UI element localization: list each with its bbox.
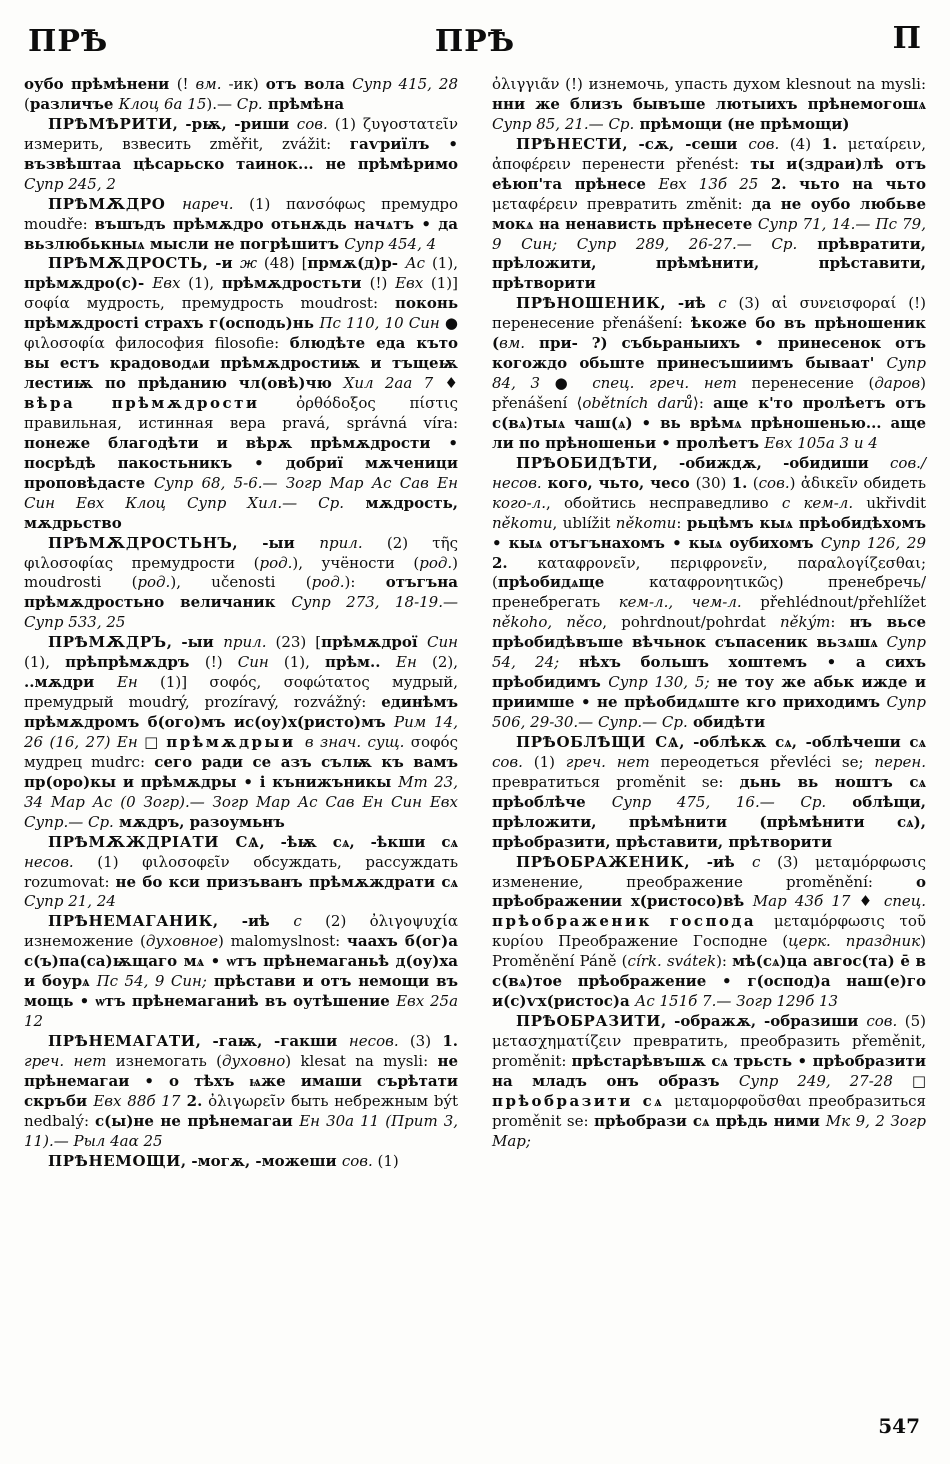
- entry-text-run: ) klesat na mysli:: [285, 1051, 438, 1070]
- entry-text-run: ♦: [850, 892, 884, 911]
- entry-text-run: аще к'то пролѣетъ отъ с(вѧ)тыѧ чаш(ѧ) • вь врѣмѧ прѣношенью... аще ли по прѣношеньи • пролѣетъ: [492, 394, 927, 452]
- entry-text-run: μεταμορφοῦσθαι преобразиться proměnit se:: [492, 1091, 926, 1130]
- entry-text-run: μεταίρειν, ἀποφέρειν перенести přenést:: [492, 134, 926, 173]
- entry-text-run: (1): [372, 1151, 399, 1170]
- running-head-left: ПРѢ: [28, 24, 109, 59]
- entry-text-run: Евх: [395, 274, 424, 293]
- entry-text-run: Евх 105а 3 и 4: [764, 433, 878, 452]
- entry-text-run: отъ вола: [265, 75, 353, 93]
- entry-text-run: ж: [239, 254, 258, 273]
- entry-text-run: прѣстави и отъ немощи въ мощь • ѡтъ прѣнемаганиѣ въ оутѣшение: [24, 972, 459, 1011]
- entry-text-run: , -иѣ: [684, 852, 752, 871]
- dictionary-entry: [492, 454, 926, 733]
- entry-text-run: Ас 151б 7.— Зогр 129б 13: [634, 992, 839, 1011]
- entry-text-run: ὀρθόδοξος πίστις правильная, истинная вера pravá, správná víra:: [24, 394, 458, 432]
- entry-continuation: [24, 75, 458, 115]
- entry-text-run: да не оубо любьве мокѧ на ненависть прѣнесете: [492, 194, 926, 233]
- entry-text-run: ukřivdit: [853, 493, 927, 512]
- entry-text-run: ♦: [433, 374, 458, 393]
- dictionary-entry: [24, 115, 458, 195]
- entry-text-run: 2.: [492, 553, 508, 572]
- dictionary-entry: [24, 912, 458, 1032]
- entry-text-run: оубо прѣмѣнени: [24, 75, 177, 93]
- entry-text-run: , обойтись несправедливо: [546, 493, 782, 512]
- entry-text-run: , -и: [202, 254, 240, 273]
- entry-text-run: Евх 88б 17: [93, 1091, 181, 1110]
- column-right: [492, 75, 926, 1405]
- column-left: [24, 75, 458, 1405]
- running-head: [0, 0, 950, 59]
- entry-text-run: прѣобрази сѧ прѣдь ними: [594, 1111, 826, 1130]
- entry-text-run: род.: [137, 573, 171, 592]
- entry-text-run: Супр 54, 24;: [492, 633, 926, 672]
- entry-text-run: духовное: [145, 932, 219, 951]
- entry-text-run: сов.: [341, 1151, 373, 1170]
- entry-text-run: Пс 110, 10 Син: [319, 314, 440, 333]
- entry-text-run: μεταμόρφωσις τοῦ κυρίου Преображение Господне (: [492, 912, 926, 951]
- entry-text-run: о прѣображении х(ристосо)вѣ: [492, 872, 926, 911]
- entry-text-run: přehlédnout/přehlížet: [741, 593, 926, 612]
- entry-text-run: (3) αἱ συνεισφοραί (!) перенесение přenášení:: [492, 294, 926, 333]
- headword: ПРѢМѢРИТИ: [48, 114, 173, 133]
- entry-text-run: с: [293, 912, 302, 931]
- headword: ПРѢМѪДРОСТЬ: [48, 254, 203, 273]
- entry-text-run: греч. нет: [24, 1051, 107, 1070]
- entry-text-run: (1),: [180, 274, 222, 293]
- entry-text-run: сов.: [748, 134, 780, 153]
- entry-text-run: род.: [259, 553, 293, 572]
- entry-text-run: сов.: [866, 1012, 898, 1031]
- entry-text-run: прѣобразити сѧ: [492, 1091, 675, 1110]
- entry-text-run: Супр 273, 18-19.— Супр 533, 25: [24, 593, 458, 632]
- entry-text-run: сего ради се азъ сълѭ къ вамъ пр(оро)кы и прѣмѫдры • і кънижъникы: [24, 752, 458, 791]
- entry-text-run: (4): [779, 134, 822, 153]
- entry-text-run: не прѣнемагаи • о тѣхъ ѩже имаши сърѣтати скръби: [24, 1051, 458, 1110]
- entry-text-run: несов.: [348, 1032, 399, 1050]
- headword: ПРѢНЕМОЩИ: [48, 1151, 181, 1170]
- entry-text-run: прѣмѫдрої: [321, 633, 427, 652]
- entry-text-run: нни же близъ бывъше лютыихъ прѣнемогошѧ: [492, 94, 926, 113]
- entry-text-run: někomu: [492, 513, 553, 532]
- entry-text-run: кого-л.: [492, 493, 546, 512]
- entry-text-run: ), učenosti (: [170, 573, 312, 592]
- entry-text-run: сов.: [758, 473, 790, 492]
- entry-text-run: Ен 30а 11 (Прит 3, 11).— Рыл 4аα 25: [24, 1111, 458, 1150]
- entry-text-run: Супр 415, 28: [352, 75, 458, 93]
- entry-text-run: , -рѭ, -риши: [172, 114, 297, 133]
- entry-text-run: :: [830, 613, 850, 632]
- entry-text-run: círk. svátek: [627, 952, 717, 971]
- entry-text-run: различъе: [29, 94, 119, 113]
- entry-text-run: в знач. сущ.: [304, 732, 405, 751]
- entry-text-run: нареч.: [182, 194, 234, 213]
- entry-text-run: ) malomyslnost:: [218, 932, 347, 951]
- entry-text-run: гаѵриїлъ • възвѣштаа цѣсарьско таинок... не прѣмѣримо: [24, 134, 459, 173]
- entry-text-run: , -иѣ: [212, 912, 294, 931]
- entry-text-run: (48) [: [257, 254, 308, 273]
- entry-text-run: (1) ζυγοστατεῖν измерить, взвесить změřit, zvážit:: [24, 114, 459, 153]
- entry-text-run: Ен: [396, 653, 417, 672]
- entry-text-run: чаахъ б(ог)а с(ъ)па(са)ѭщаго мѧ • ѡтъ прѣнемаганьѣ д(оу)ха и боурѧ: [24, 932, 458, 991]
- entry-text-run: (1): [522, 752, 566, 771]
- entry-text-run: Супр 249, 27-28: [738, 1071, 893, 1090]
- entry-text-run: поконь прѣмѫдрості страхъ г(осподь)нь: [24, 294, 458, 333]
- entry-text-run: ):: [344, 573, 386, 592]
- headword: ПРѢНОШЕНИК: [516, 294, 661, 313]
- entry-text-run: ѣкоже бо въ прѣношеник (: [492, 314, 926, 353]
- entry-text-run: при- ?) събьраныихъ • принесенок отъ когождо обьште принесъшиимъ бываат': [492, 334, 926, 373]
- entry-text-run: спец. греч. нет: [592, 374, 737, 393]
- entry-text-run: вм.: [499, 334, 526, 353]
- headword: ПРѢОБЛѢЩИ СѦ: [516, 732, 680, 751]
- entry-text-run: Супр 84, 3: [492, 354, 926, 393]
- entry-text-run: Хил 2аа 7: [343, 374, 434, 393]
- entry-text-run: ).—: [206, 94, 237, 113]
- entry-text-run: někoho, něco: [492, 613, 603, 632]
- entry-text-run: сов.: [492, 752, 523, 771]
- entry-text-run: Супр 475, 16.— Ср.: [611, 792, 827, 811]
- entry-text-run: Евх 13б 25: [658, 174, 759, 193]
- entry-text-run: (1)] σοφία мудрость, премудрость moudrost:: [24, 274, 458, 313]
- entry-text-run: , ublížit: [552, 513, 616, 532]
- entry-text-run: 1.: [821, 134, 838, 153]
- entry-text-run: μεταφέρειν превратить změnit:: [492, 194, 752, 213]
- entry-text-run: отъгъна прѣмѫдростьно величаник: [24, 573, 458, 612]
- entry-text-run: Супр 71, 14.— Пс 79, 9 Син; Супр 289, 26-27.— Ср.: [492, 214, 926, 253]
- entry-text-run: Супр 68, 5-6.— Зогр Мар Ас Сав Ен Син Евх Клоц Супр Хил.— Ср.: [24, 473, 458, 512]
- headword: ПРѢНЕСТИ: [516, 134, 623, 153]
- entry-text-run: καταφρονητικῶς) пренебречь/пренебрегать: [492, 573, 926, 612]
- dictionary-entry: [24, 833, 458, 913]
- entry-text-run: род.: [419, 553, 453, 572]
- headword: ПРѢМѪЖДРІАТИ СѦ: [48, 832, 260, 851]
- entry-text-run: Супр 506, 29-30.— Супр.— Ср.: [492, 693, 926, 731]
- entry-text-run: сов.: [296, 114, 328, 133]
- dictionary-entry: [24, 1032, 458, 1152]
- entry-continuation: [492, 75, 926, 135]
- entry-text-run: ты и(здраи)лѣ отъ еѣюп'та прѣнесе: [492, 154, 927, 193]
- entry-text-run: (: [24, 94, 30, 113]
- entry-text-run: ):: [716, 952, 733, 971]
- entry-text-run: Мар 43б 17: [752, 892, 851, 911]
- entry-text-run: (!): [204, 653, 238, 672]
- entry-text-run: (3) μεταμόρφωσις изменение, преображение proměnění:: [492, 852, 926, 891]
- page-number: 547: [878, 1414, 920, 1438]
- entry-text-run: не бо кси призъванъ прѣмѫждрати сѧ: [115, 872, 458, 891]
- entry-text-run: (1),: [24, 653, 66, 672]
- entry-text-run: Клоц 6а 15: [118, 94, 207, 113]
- entry-text-run: не тоу же абьк ижде и приимше • не прѣобидѧште кго приходимъ: [492, 673, 927, 712]
- entry-text-run: , -ыи: [232, 533, 320, 552]
- entry-text-run: блюдѣте еда къто вы естъ крадоводѧи прѣмѫдростиѭ и тъщеѭ лестиѭ по прѣданию чл(овѣ)чю: [24, 334, 459, 393]
- entry-text-run: , pohrdnout/pohrdat: [602, 613, 780, 632]
- entry-text-run: прѣмѫдро(с)-: [24, 274, 153, 293]
- entry-text-run: , -гаѭ, -гакши: [195, 1032, 349, 1050]
- entry-text-run: 2.: [180, 1091, 203, 1110]
- entry-text-run: прѣвратити, прѣложити, прѣмѣнити, прѣставити, прѣтворити: [492, 234, 926, 293]
- entry-text-run: прил.: [223, 633, 267, 652]
- entry-text-run: единѣмъ прѣмѫдромъ б(ого)мъ ис(оу)х(ристо)мъ: [24, 693, 458, 731]
- entry-text-run: Супр 21, 24: [24, 892, 116, 911]
- entry-text-run: (1),: [268, 653, 325, 672]
- entry-text-run: греч. нет: [565, 752, 650, 771]
- dictionary-entry: [492, 135, 926, 295]
- entry-text-run: нѣхъ большъ хоштемъ • а сихъ прѣобидимъ: [492, 653, 926, 692]
- headword: ПРѢОБИДѢТИ: [516, 453, 653, 472]
- entry-text-run: мѫдрость, мѫдрьство: [24, 493, 458, 532]
- entry-text-run: вѣра прѣмѫдрости: [24, 394, 297, 412]
- entry-text-run: изнемогать (: [106, 1051, 222, 1070]
- entry-text-run: ..мѫдри: [24, 673, 117, 692]
- entry-text-run: перен.: [874, 752, 926, 771]
- entry-text-run: ⟩:: [692, 394, 714, 412]
- entry-text-run: с(ы)не не прѣнемагаи: [95, 1111, 300, 1130]
- running-head-right: П: [892, 21, 922, 56]
- entry-text-run: въшъдъ прѣмѫдро отьнѫдь начѧтъ • да вьзлюбькныѧ мысли не погрѣшитъ: [24, 214, 459, 253]
- entry-text-run: , -обиждѫ, -обидиши: [652, 453, 891, 472]
- dictionary-entry: [24, 1152, 458, 1172]
- entry-text-run: облѣщи, прѣложити, прѣмѣнити (прѣмѣнити сѧ), прѣобразити, прѣставити, прѣтворити: [492, 792, 926, 851]
- entry-text-run: :: [676, 513, 687, 532]
- headword: ПРѢОБРАЖЕНИК: [516, 852, 685, 871]
- entry-text-run: (1)] σοφός, σοφώτατος мудрый, премудрый moudrý, prozíravý, rozvážný:: [24, 673, 458, 712]
- entry-text-run: (5) μετασχηματίζειν превратить, преобразить přeměnit, proměnit:: [492, 1012, 927, 1070]
- entry-text-run: Син: [426, 633, 459, 652]
- entry-text-run: прил.: [319, 533, 363, 552]
- entry-text-run: , -ображѫ, -образиши: [660, 1012, 867, 1031]
- dictionary-entry: [492, 1012, 926, 1152]
- running-head-center: ПРѢ: [434, 24, 516, 59]
- entry-text-run: прѣображеник господа: [492, 912, 774, 931]
- entry-text-run: (!: [176, 75, 196, 93]
- entry-text-run: переодеться převléci se;: [649, 752, 875, 771]
- entry-text-run: (1) πανσόφως премудро moudře:: [24, 194, 458, 233]
- entry-text-run: с кем-л.: [781, 493, 854, 512]
- entry-text-run: дьнь вь ноштъ сѧ прѣоблѣче: [492, 772, 926, 811]
- entry-text-run: někomu: [615, 513, 677, 532]
- entry-text-run: понеже благодѣти и вѣрѫ прѣмѫдрости • посрѣдѣ пакостьникъ • добриї мѫченици проповѣдасте: [24, 433, 458, 492]
- entry-text-run: ) ἀδικεῖν обидеть: [789, 473, 927, 492]
- entry-text-run: с: [718, 294, 727, 313]
- dictionary-entry: [24, 633, 458, 832]
- entry-text-run: ) moudrosti (: [24, 553, 458, 592]
- entry-text-run: рьцѣмъ кыѧ прѣобидѣхомъ • кыѧ отъгънахомъ • кыѧ оубихомъ: [492, 513, 926, 552]
- entry-text-run: 2. чьто на чьто: [758, 174, 926, 193]
- entry-text-run: Мт 23, 34 Мар Ас (0 Зогр).— Зогр Мар Ас Сав Ен Син Евх Супр.— Ср.: [24, 772, 458, 831]
- entry-text-run: , -сѫ, -сеши: [622, 134, 749, 153]
- headword: ПРѢМѪДРОСТЬНЪ: [48, 533, 233, 552]
- entry-text-run: прѣмѣна: [262, 94, 345, 113]
- dictionary-entry: [24, 195, 458, 255]
- headword: ПРѢНЕМАГАТИ: [48, 1032, 196, 1050]
- entry-text-run: (2),: [416, 653, 458, 672]
- entry-text-run: Евх 25а 12: [24, 992, 459, 1031]
- text-columns: [0, 59, 950, 1405]
- entry-text-run: Супр 85, 21.— Ср.: [492, 114, 635, 133]
- entry-text-run: ) Proměnění Páně (: [492, 932, 926, 971]
- entry-text-run: духовно: [221, 1051, 286, 1070]
- entry-text-run: Ен: [116, 673, 138, 692]
- entry-text-run: (23) [: [266, 633, 322, 652]
- entry-text-run: Син: [237, 653, 269, 672]
- entry-text-run: , -ѣѭ сѧ, -ѣкши сѧ: [259, 832, 458, 851]
- entry-text-run: (2) τῆς φιλοσοφίας премудрости (: [24, 533, 458, 572]
- entry-text-run: , -ыи: [166, 633, 224, 652]
- entry-text-run: перенесение (: [736, 374, 875, 393]
- entry-text-run: Пс 54, 9 Син;: [96, 972, 207, 991]
- entry-text-run: , -иѣ: [660, 294, 719, 313]
- entry-text-run: (1),: [425, 254, 458, 273]
- dictionary-entry: [24, 254, 458, 533]
- headword: ПРѢОБРАЗИТИ: [516, 1012, 661, 1031]
- entry-text-run: (30): [695, 473, 732, 492]
- entry-text-run: , -могѫ, -можеши: [180, 1151, 342, 1170]
- headword: ПРѢМѪДРЪ: [48, 633, 167, 652]
- entry-text-run: кого, чьто, чесо: [541, 473, 696, 492]
- entry-text-run: церк. праздник: [788, 932, 921, 951]
- entry-text-run: прмѫ(д)р-: [307, 254, 406, 273]
- dictionary-entry: [492, 733, 926, 853]
- entry-text-run: превратиться proměnit se:: [492, 772, 740, 791]
- entry-text-run: Ср.: [236, 94, 263, 113]
- entry-text-run: Супр 245, 2: [24, 174, 116, 193]
- entry-text-run: ὀλιγωρεῖν быть небрежным být nedbalý:: [24, 1091, 458, 1130]
- entry-text-run: (1) φιλοσοφεῖν обсуждать, рассуждать rozumovat:: [24, 852, 458, 891]
- entry-text-run: ὀλιγγιᾶν (!) изнемочь, упасть духом klesnout na mysli:: [492, 75, 926, 93]
- entry-text-run: несов.: [24, 852, 74, 871]
- entry-text-run: даров: [874, 374, 921, 393]
- headword: ПРѢМѪДРО: [48, 194, 183, 213]
- entry-text-run: καταφρονεῖν, περιφρονεῖν, παραλογίζεσθαι; (: [492, 553, 926, 592]
- entry-text-run: □: [892, 1071, 926, 1090]
- entry-text-run: (3): [398, 1032, 443, 1050]
- entry-text-run: Супр 454, 4: [344, 234, 437, 253]
- entry-text-run: Евх: [152, 274, 181, 293]
- entry-text-run: Супр 130, 5;: [608, 673, 710, 692]
- dictionary-entry: [24, 534, 458, 634]
- entry-text-run: (!): [369, 274, 396, 293]
- entry-text-run: (: [747, 473, 759, 492]
- entry-text-run: прѣмѫдростьти: [221, 274, 370, 293]
- entry-text-run: прѣмѫдрыи: [166, 732, 305, 751]
- entry-text-run: Супр 126, 29: [820, 533, 926, 552]
- entry-text-run: (2) ὀλιγοψυχία изнеможение (: [24, 912, 458, 951]
- entry-text-run: прѣм..: [324, 653, 397, 672]
- entry-text-run: -ик): [221, 75, 266, 93]
- entry-text-run: ● φιλοσοφία философия filosofie:: [24, 314, 459, 353]
- entry-text-run: 1.: [442, 1032, 458, 1050]
- dictionary-entry: [492, 853, 926, 1013]
- entry-text-run: сов./несов.: [492, 453, 926, 492]
- entry-text-run: σοφός мудрец mudrc:: [24, 732, 458, 771]
- entry-text-run: Мк 9, 2 Зогр Мар;: [492, 1111, 926, 1150]
- entry-text-run: ●: [540, 374, 593, 393]
- entry-text-run: ) přenášení ⟨: [492, 374, 926, 412]
- entry-text-run: нъ вьсе прѣобидѣвъше вѣчьнок съпасеник вьзѧшѧ: [492, 613, 926, 652]
- entry-text-run: 1.: [731, 473, 748, 492]
- entry-text-run: кем-л., чем-л.: [618, 593, 742, 612]
- entry-text-run: ), учёности (: [292, 553, 420, 572]
- entry-text-run: Ас: [405, 254, 426, 273]
- entry-text-run: □: [137, 732, 167, 751]
- entry-text-run: прѣобидѧще: [497, 573, 650, 592]
- entry-text-run: прѣстарѣвъшѫ сѧ трьсть • прѣобразити на младъ онъ образъ: [492, 1051, 926, 1090]
- headword: ПРѢНЕМАГАНИК: [48, 912, 213, 931]
- entry-text-run: род.: [311, 573, 345, 592]
- entry-text-run: někým: [780, 613, 831, 632]
- entry-text-run: вм.: [195, 75, 222, 93]
- entry-text-run: прѣмощи (не прѣмощи): [634, 114, 850, 133]
- entry-text-run: обидѣти: [687, 713, 766, 731]
- entry-text-run: спец.: [883, 892, 926, 911]
- entry-text-run: мѣ(сѧ)ца авгос(та) е̄ в с(вѧ)тое прѣображение • г(оспод)а наш(е)го и(с)ѵх(ристос)а: [492, 952, 926, 1011]
- entry-text-run: прѣпрѣмѫдръ: [65, 653, 205, 672]
- entry-text-run: Рим 14, 26 (16, 27) Ен: [24, 713, 458, 751]
- entry-text-run: , -облѣкѫ сѧ, -облѣчеши сѧ: [679, 732, 926, 751]
- entry-text-run: с: [751, 852, 761, 871]
- entry-text-run: мѫдръ, разоумьнъ: [113, 812, 285, 831]
- entry-text-run: obětních darů: [582, 394, 693, 412]
- dictionary-entry: [492, 294, 926, 454]
